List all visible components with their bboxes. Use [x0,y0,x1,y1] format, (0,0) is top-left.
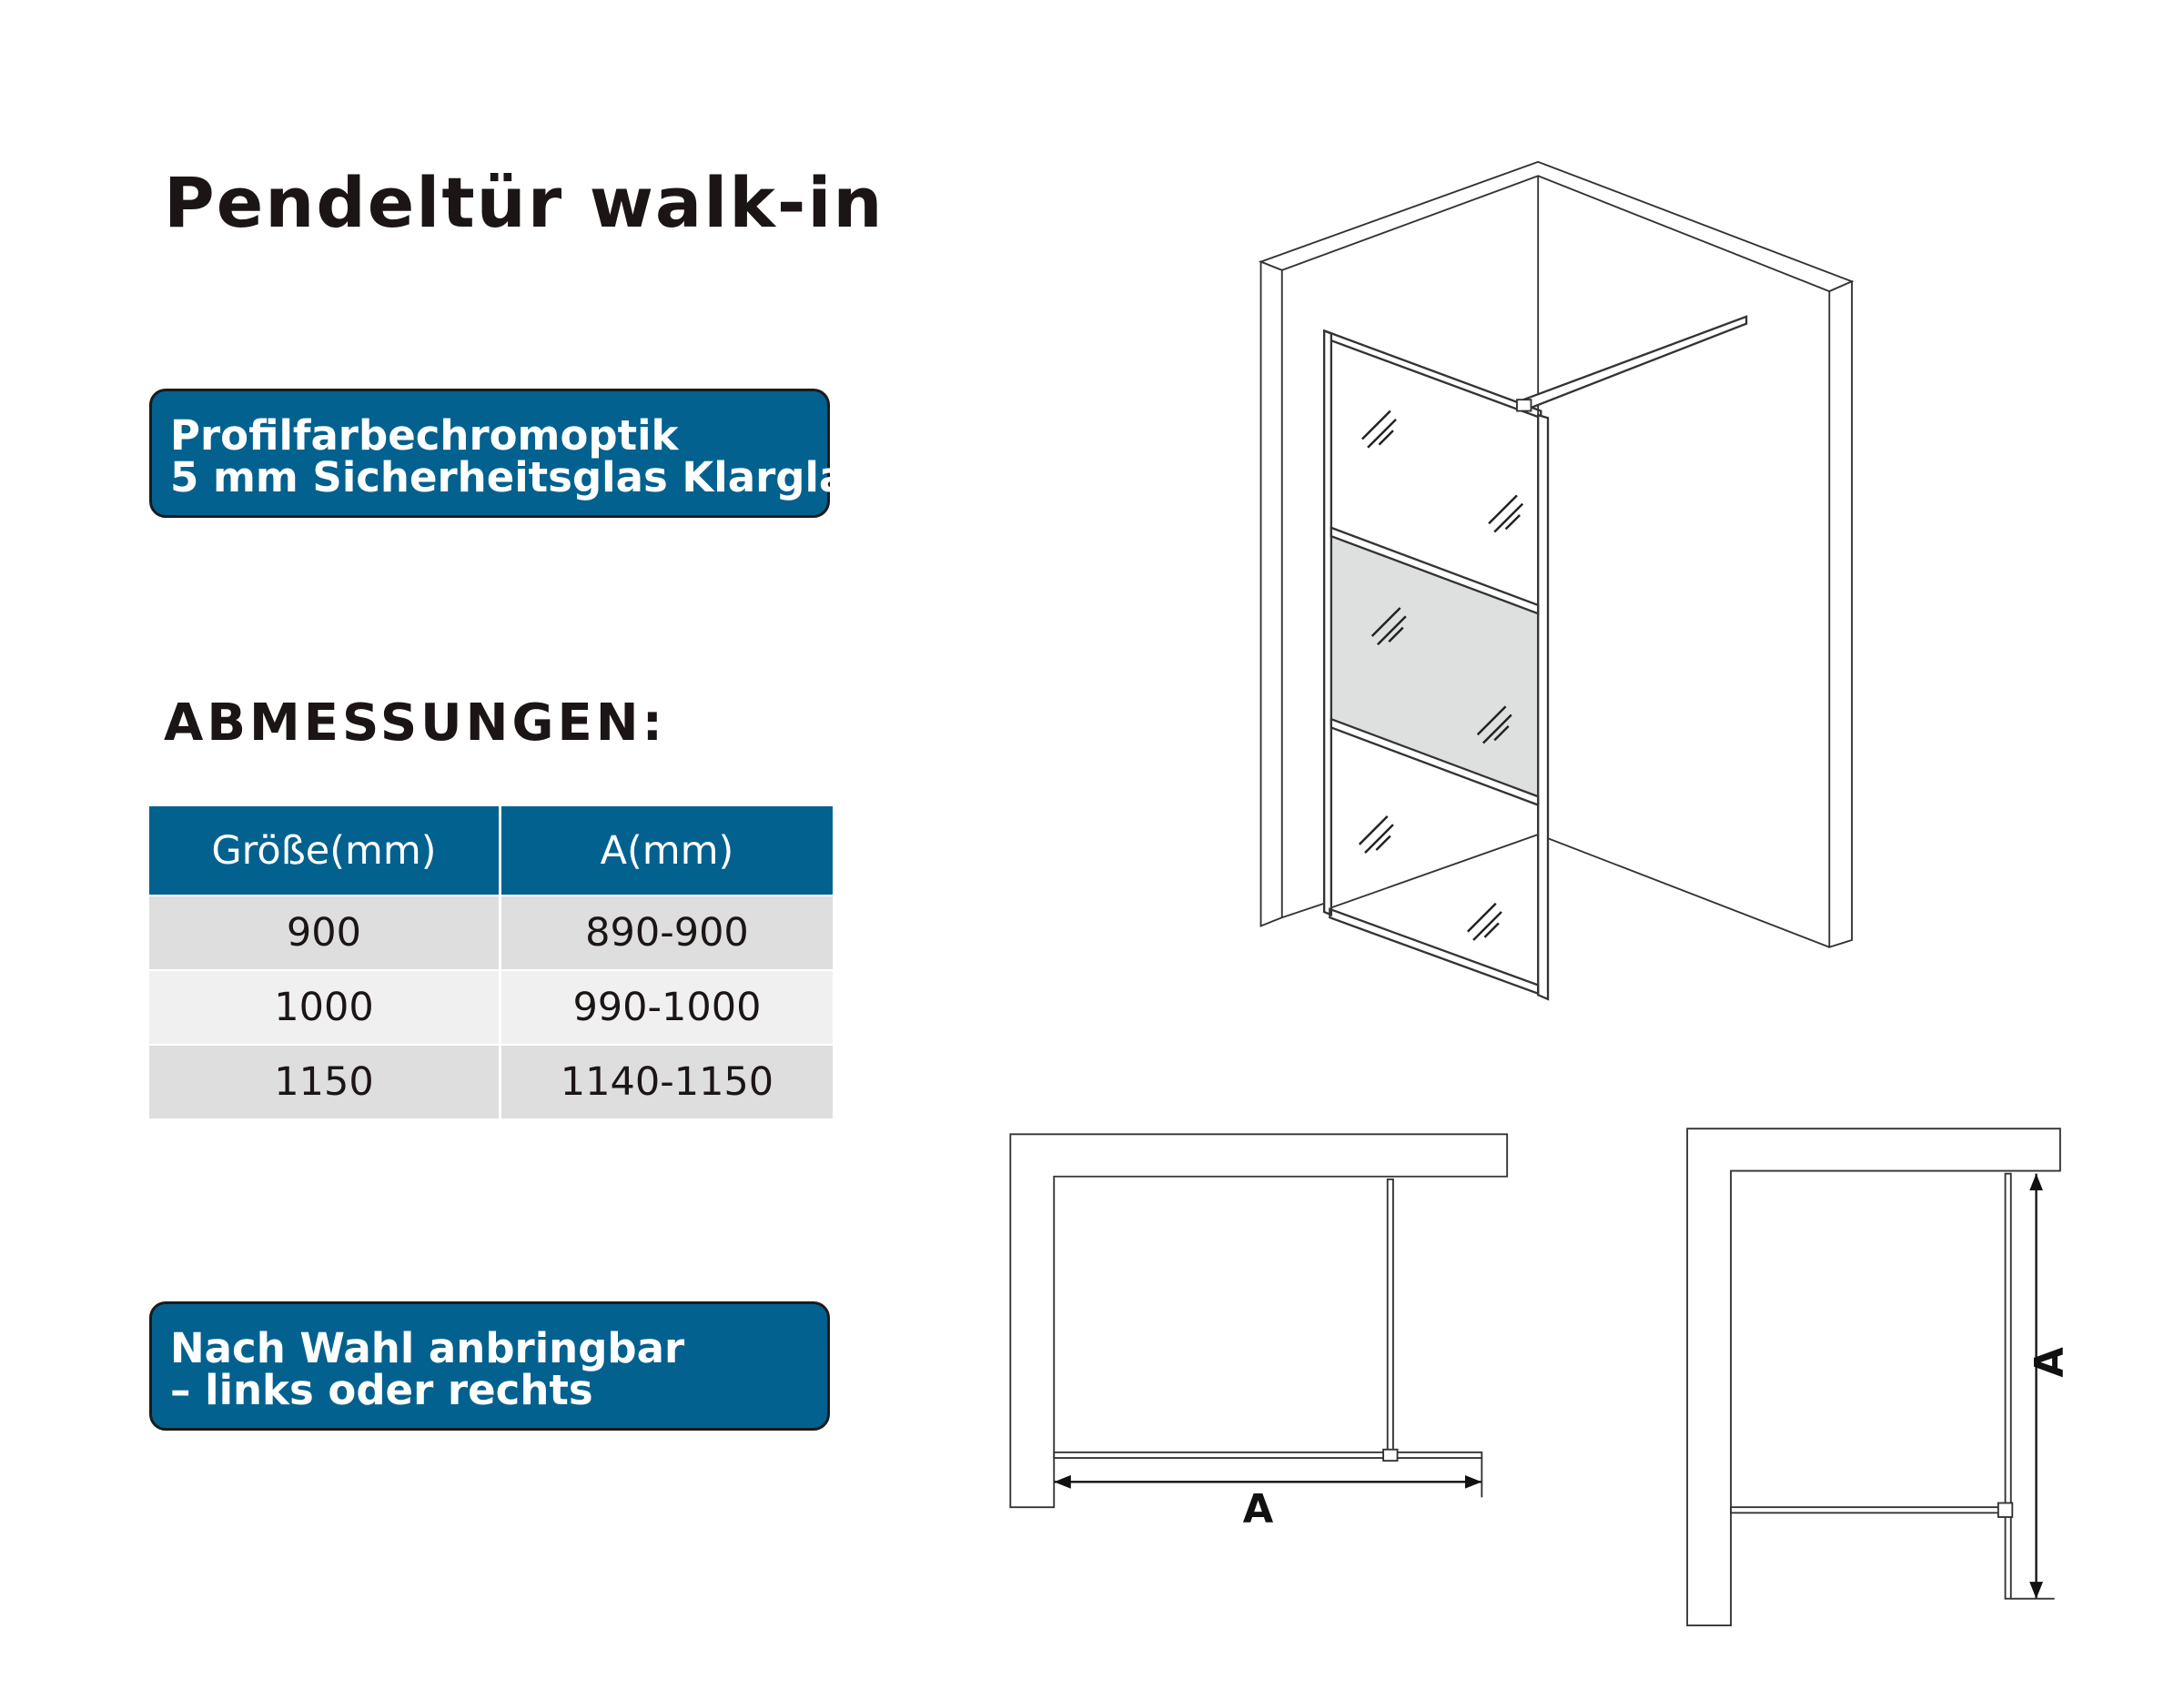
cell-size: 1000 [149,970,500,1045]
plan-right-dimension-label: A [2027,1347,2073,1378]
isometric-view [1261,162,1852,999]
cell-a: 890-900 [500,896,833,970]
header-size: Größe(mm) [149,806,500,896]
cell-a: 1140-1150 [500,1045,833,1118]
page-title: Pendeltür walk-in [164,162,885,243]
cell-size: 900 [149,896,500,970]
plan-view-right [1687,1128,2060,1625]
mount-line-1: Nach Wahl anbringbar [170,1324,685,1372]
cell-size: 1150 [149,1045,500,1118]
plan-view-left [1010,1134,1507,1507]
mount-line-2: – links oder rechts [170,1366,593,1414]
info-line-profile: Profilfarbechromoptik [170,411,679,460]
info-line-glass: 5 mm Sicherheitsglas Klarglas [170,453,872,501]
plan-left-dimension-label: A [1242,1487,1274,1533]
cell-a: 990-1000 [500,970,833,1045]
dimensions-heading: ABMESSUNGEN: [164,693,666,753]
header-a: A(mm) [500,806,833,896]
